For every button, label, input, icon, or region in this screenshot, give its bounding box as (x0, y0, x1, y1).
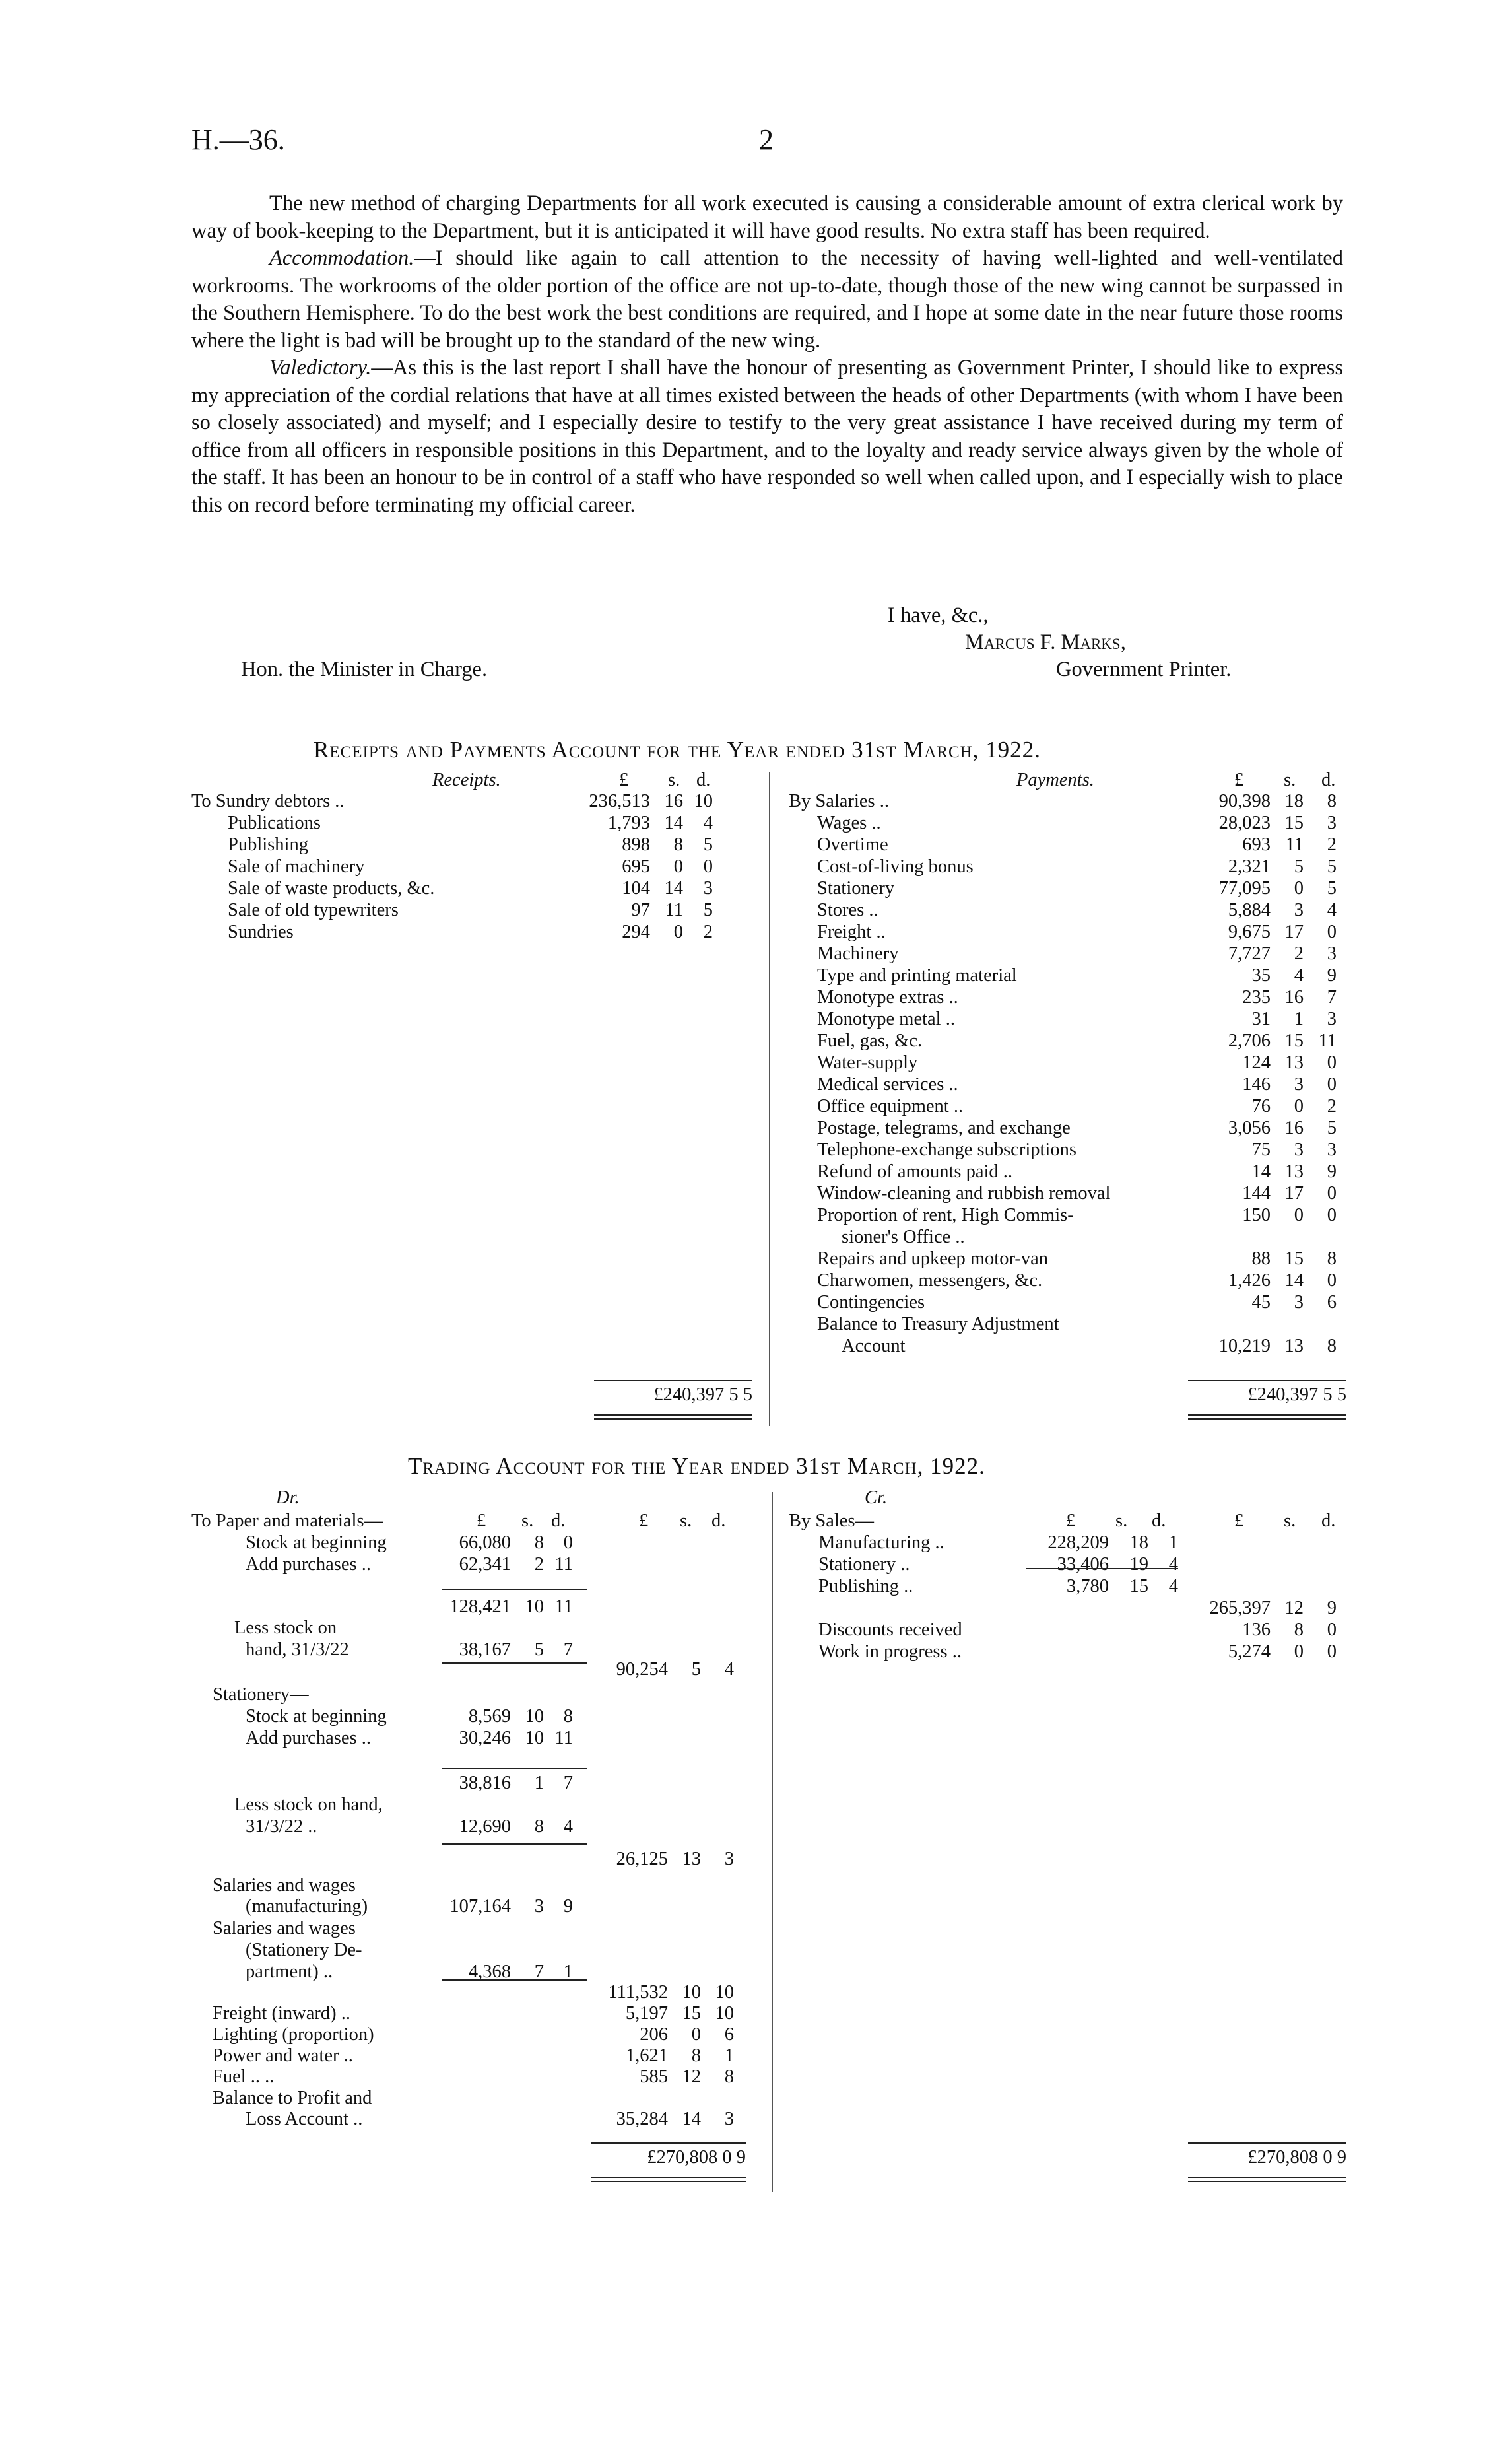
trading-debit-label: Less stock on (234, 1618, 337, 1638)
cr-col2-pence-header: d. (1321, 1511, 1336, 1531)
trading-credit-total: £270,808 0 9 (1247, 2147, 1346, 2168)
receipt-pounds: 898 (622, 835, 650, 855)
stationery-net-rule (442, 1843, 587, 1845)
trading-debit-outer-pence: 3 (724, 1849, 734, 1869)
document-reference: H.—36. (191, 123, 285, 156)
payment-label: Window-cleaning and rubbish removal (817, 1183, 1111, 1204)
payment-pounds: 235 (1242, 987, 1271, 1008)
payment-pence: 9 (1327, 1161, 1337, 1182)
paragraph-charging: The new method of charging Departments for all work executed is causing a considerable amount of extra clerical work by way of book-keeping to the Department, but it is anticipated it will have good results. No extra staff has been required. (191, 191, 1343, 243)
cr-col2-pound-header: £ (1234, 1511, 1244, 1531)
report-body (191, 190, 1343, 519)
trading-credit-inner-pounds: 33,406 (1057, 1554, 1109, 1575)
payment-label: Proportion of rent, High Commis- (817, 1205, 1074, 1225)
paper-subtotal-rule (442, 1589, 587, 1590)
payment-pence: 5 (1327, 878, 1337, 899)
receipts-payments-title: Receipts and Payments Account for the Year ended 31st March, 1922. (314, 737, 1041, 763)
receipt-pence: 10 (694, 791, 713, 811)
trading-debit-inner-pence: 1 (563, 1962, 573, 1982)
trading-credit-outer-pence: 0 (1327, 1641, 1337, 1662)
payment-pounds: 28,023 (1218, 813, 1271, 833)
payments-total-double-rule (1188, 1414, 1346, 1420)
trading-debit-outer-pounds: 585 (640, 2067, 668, 2087)
payment-shillings: 3 (1294, 1292, 1304, 1313)
payment-pounds: 77,095 (1218, 878, 1271, 899)
payment-pence: 2 (1327, 1096, 1337, 1116)
receipt-shillings: 8 (673, 835, 683, 855)
payment-pence: 5 (1327, 856, 1337, 877)
trading-debit-outer-pounds: 1,621 (625, 2045, 668, 2066)
payment-pounds: 693 (1242, 835, 1271, 855)
trading-debit-inner-pounds: 30,246 (459, 1728, 511, 1748)
trading-debit-inner-pounds: 38,167 (459, 1639, 511, 1660)
payments-pence-header: d. (1321, 770, 1336, 790)
receipts-pound-header: £ (619, 770, 629, 790)
payment-pounds: 90,398 (1218, 791, 1271, 811)
trading-debit-label: Fuel .. .. (213, 2067, 275, 2087)
receipt-label: To Sundry debtors .. (191, 791, 345, 811)
payment-pence: 0 (1327, 1270, 1337, 1291)
trading-credit-total-double-rule (1188, 2177, 1346, 2182)
trading-debit-outer-shillings: 14 (682, 2109, 701, 2129)
trading-debit-label: Balance to Profit and (213, 2088, 372, 2108)
trading-debit-inner-shillings: 5 (534, 1639, 544, 1660)
trading-debit-inner-pounds: 38,816 (459, 1773, 511, 1793)
trading-debit-outer-shillings: 8 (691, 2045, 701, 2066)
receipt-shillings: 14 (664, 878, 683, 899)
signoff-closing: I have, &c., (888, 603, 989, 627)
payment-pence: 0 (1327, 1183, 1337, 1204)
trading-credit-inner-shillings: 19 (1129, 1554, 1148, 1575)
payment-shillings: 16 (1284, 987, 1304, 1008)
signoff-addressee: Hon. the Minister in Charge. (241, 658, 488, 681)
trading-debit-label: Stock at beginning (246, 1532, 387, 1553)
payment-label: Contingencies (817, 1292, 925, 1313)
trading-credit-total-rule (1188, 2142, 1346, 2144)
receipt-pence: 3 (703, 878, 713, 899)
payment-pounds: 10,219 (1218, 1336, 1271, 1356)
trading-debit-outer-shillings: 15 (682, 2003, 701, 2024)
trading-debit-outer-shillings: 5 (691, 1659, 701, 1680)
payment-pence: 3 (1327, 1140, 1337, 1160)
receipts-shilling-header: s. (668, 770, 680, 790)
trading-debit-inner-shillings: 10 (525, 1728, 544, 1748)
trading-credit-outer-shillings: 0 (1294, 1641, 1304, 1662)
trading-credit-inner-shillings: 15 (1129, 1576, 1148, 1596)
payments-pound-header: £ (1234, 770, 1244, 790)
trading-credit-inner-pence: 4 (1168, 1554, 1178, 1575)
trading-debit-outer-pence: 10 (715, 2003, 734, 2024)
receipts-total-double-rule (594, 1414, 752, 1420)
page-number: 2 (759, 123, 774, 156)
receipt-label: Publications (228, 813, 321, 833)
credit-label: Cr. (865, 1488, 888, 1508)
payment-pence: 11 (1318, 1031, 1337, 1051)
payment-pence: 3 (1327, 1009, 1337, 1029)
payment-label: Charwomen, messengers, &c. (817, 1270, 1043, 1291)
payment-pence: 8 (1327, 1336, 1337, 1356)
receipts-total-rule (594, 1380, 752, 1381)
payment-shillings: 5 (1294, 856, 1304, 877)
receipts-payments-column-divider (769, 772, 770, 1426)
trading-debit-label: Freight (inward) .. (213, 2003, 350, 2024)
payment-pence: 7 (1327, 987, 1337, 1008)
receipt-shillings: 16 (664, 791, 683, 811)
payments-shilling-header: s. (1284, 770, 1296, 790)
payment-shillings: 0 (1294, 878, 1304, 899)
trading-debit-outer-pence: 6 (724, 2024, 734, 2045)
payment-pounds: 76 (1251, 1096, 1271, 1116)
receipt-shillings: 0 (673, 856, 683, 877)
payment-shillings: 3 (1294, 900, 1304, 920)
payment-label: Account (842, 1336, 906, 1356)
payment-shillings: 15 (1284, 1249, 1304, 1269)
trading-debit-inner-shillings: 10 (525, 1706, 544, 1727)
payment-label: Monotype metal .. (817, 1009, 955, 1029)
payment-shillings: 15 (1284, 813, 1304, 833)
cr-col1-pence-header: d. (1152, 1511, 1166, 1531)
trading-debit-label: Salaries and wages (213, 1918, 356, 1938)
trading-debit-label: Stock at beginning (246, 1706, 387, 1727)
payment-pence: 2 (1327, 835, 1337, 855)
payment-shillings: 3 (1294, 1140, 1304, 1160)
payment-label: Cost-of-living bonus (817, 856, 974, 877)
payment-shillings: 13 (1284, 1052, 1304, 1073)
payment-pence: 8 (1327, 1249, 1337, 1269)
payment-label: Stores .. (817, 900, 878, 920)
payment-pence: 0 (1327, 1052, 1337, 1073)
stationery-subtotal-rule (442, 1768, 587, 1769)
trading-debit-inner-shillings: 8 (534, 1532, 544, 1553)
payment-label: Type and printing material (817, 965, 1017, 986)
trading-debit-inner-shillings: 2 (534, 1554, 544, 1575)
payment-pence: 3 (1327, 813, 1337, 833)
trading-debit-inner-pounds: 12,690 (459, 1816, 511, 1837)
trading-credit-label: Discounts received (818, 1620, 962, 1640)
dr-col2-pence-header: d. (711, 1511, 726, 1531)
payment-pence: 0 (1327, 922, 1337, 942)
payments-heading: Payments. (1016, 770, 1094, 790)
signoff-name: Marcus F. Marks, (965, 631, 1126, 654)
trading-debit-inner-pence: 7 (563, 1773, 573, 1793)
payment-label: Stationery (817, 878, 895, 899)
trading-debit-label: Add purchases .. (246, 1554, 371, 1575)
trading-debit-outer-pounds: 26,125 (616, 1849, 668, 1869)
trading-debit-inner-pence: 7 (563, 1639, 573, 1660)
receipt-pence: 0 (703, 856, 713, 877)
trading-credit-outer-shillings: 8 (1294, 1620, 1304, 1640)
payment-label: Fuel, gas, &c. (817, 1031, 923, 1051)
payment-label: By Salaries .. (789, 791, 889, 811)
receipt-pounds: 294 (622, 922, 650, 942)
receipt-label: Sale of machinery (228, 856, 365, 877)
trading-debit-total-double-rule (591, 2177, 746, 2182)
receipt-label: Sale of old typewriters (228, 900, 399, 920)
receipts-total: £240,397 5 5 (653, 1385, 752, 1405)
payment-shillings: 13 (1284, 1336, 1304, 1356)
trading-debit-inner-pence: 4 (563, 1816, 573, 1837)
trading-debit-label: Add purchases .. (246, 1728, 371, 1748)
payment-pence: 4 (1327, 900, 1337, 920)
trading-debit-inner-pence: 0 (563, 1532, 573, 1553)
payment-label: Machinery (817, 943, 899, 964)
receipt-pence: 4 (703, 813, 713, 833)
payment-pounds: 124 (1242, 1052, 1271, 1073)
payment-pence: 9 (1327, 965, 1337, 986)
trading-debit-label: (Stationery De- (246, 1940, 362, 1960)
trading-debit-inner-shillings: 10 (525, 1596, 544, 1617)
payment-shillings: 3 (1294, 1074, 1304, 1095)
payment-label: Medical services .. (817, 1074, 958, 1095)
trading-debit-label: Power and water .. (213, 2045, 353, 2066)
payment-pounds: 88 (1251, 1249, 1271, 1269)
trading-credit-outer-pounds: 136 (1242, 1620, 1271, 1640)
payment-pounds: 3,056 (1228, 1118, 1271, 1138)
payment-pence: 8 (1327, 791, 1337, 811)
receipts-heading: Receipts. (432, 770, 501, 790)
payment-pounds: 150 (1242, 1205, 1271, 1225)
trading-debit-inner-shillings: 3 (534, 1896, 544, 1917)
trading-credit-label: Work in progress .. (818, 1641, 962, 1662)
trading-credit-outer-pence: 9 (1327, 1598, 1337, 1618)
payment-shillings: 17 (1284, 922, 1304, 942)
debit-label: Dr. (276, 1488, 300, 1508)
trading-debit-inner-pence: 11 (554, 1728, 573, 1748)
payment-label: Freight .. (817, 922, 886, 942)
trading-debit-outer-shillings: 13 (682, 1849, 701, 1869)
payment-label: Office equipment .. (817, 1096, 964, 1116)
payment-pence: 3 (1327, 943, 1337, 964)
paragraph-accommodation: Accommodation.—I should like again to call attention to the necessity of having well-lighted and well-ventilated workrooms. The workrooms of the older portion of the office are not up-to-date, though those of the new wing cannot be surpassed in the Southern Hemisphere. To do the best work the best conditions are required, and I hope at some date in the near future those rooms where the light is bad will be brought up to the standard of the new wing. (191, 246, 1343, 353)
cr-col1-shilling-header: s. (1115, 1511, 1128, 1531)
payment-pounds: 35 (1251, 965, 1271, 986)
trading-debit-outer-pounds: 111,532 (608, 1982, 668, 2002)
payment-pounds: 1,426 (1228, 1270, 1271, 1291)
payments-total-rule (1188, 1380, 1346, 1381)
trading-debit-outer-shillings: 0 (691, 2024, 701, 2045)
salaries-net-rule (442, 1979, 587, 1981)
dr-col2-shilling-header: s. (680, 1511, 692, 1531)
receipt-shillings: 0 (673, 922, 683, 942)
trading-debit-inner-pence: 11 (554, 1596, 573, 1617)
payment-pounds: 146 (1242, 1074, 1271, 1095)
cr-col2-shilling-header: s. (1284, 1511, 1296, 1531)
trading-debit-total: £270,808 0 9 (647, 2147, 746, 2168)
payment-pounds: 45 (1251, 1292, 1271, 1313)
trading-debit-inner-pounds: 4,368 (468, 1962, 511, 1982)
payment-label: Refund of amounts paid .. (817, 1161, 1013, 1182)
payment-shillings: 11 (1285, 835, 1304, 855)
payment-pence: 6 (1327, 1292, 1337, 1313)
trading-debit-inner-pounds: 62,341 (459, 1554, 511, 1575)
accommodation-heading: Accommodation. (269, 246, 414, 270)
trading-debit-inner-shillings: 1 (534, 1773, 544, 1793)
trading-credit-label: Publishing .. (818, 1576, 913, 1596)
trading-debit-inner-pounds: 107,164 (449, 1896, 511, 1917)
trading-credit-inner-pence: 1 (1168, 1532, 1178, 1553)
receipt-pence: 2 (703, 922, 713, 942)
trading-credit-inner-pounds: 228,209 (1047, 1532, 1109, 1553)
receipt-pounds: 1,793 (607, 813, 650, 833)
trading-credit-outer-shillings: 12 (1284, 1598, 1304, 1618)
trading-debit-outer-pounds: 90,254 (616, 1659, 668, 1680)
payment-label: Overtime (817, 835, 888, 855)
dr-col1-pound-header: £ (477, 1511, 486, 1531)
sales-subtotal-rule (1026, 1568, 1178, 1569)
trading-debit-inner-pence: 11 (554, 1554, 573, 1575)
dr-col1-pence-header: d. (551, 1511, 566, 1531)
payment-shillings: 16 (1284, 1118, 1304, 1138)
payment-shillings: 15 (1284, 1031, 1304, 1051)
trading-debit-label: To Paper and materials— (191, 1511, 383, 1531)
payment-shillings: 13 (1284, 1161, 1304, 1182)
trading-debit-outer-pence: 1 (724, 2045, 734, 2066)
receipt-label: Publishing (228, 835, 308, 855)
trading-credit-label: By Sales— (789, 1511, 875, 1531)
payment-label: Postage, telegrams, and exchange (817, 1118, 1071, 1138)
payment-pounds: 14 (1251, 1161, 1271, 1182)
payment-shillings: 0 (1294, 1205, 1304, 1225)
trading-debit-outer-pounds: 5,197 (625, 2003, 668, 2024)
trading-debit-outer-shillings: 10 (682, 1982, 701, 2002)
trading-credit-inner-pounds: 3,780 (1066, 1576, 1109, 1596)
payment-label: Repairs and upkeep motor-van (817, 1249, 1049, 1269)
signoff-title: Government Printer. (1056, 658, 1232, 681)
payment-label: sioner's Office .. (842, 1227, 965, 1247)
payment-shillings: 4 (1294, 965, 1304, 986)
payment-pence: 5 (1327, 1118, 1337, 1138)
trading-debit-outer-pence: 4 (724, 1659, 734, 1680)
trading-debit-inner-shillings: 8 (534, 1816, 544, 1837)
trading-debit-inner-pounds: 8,569 (468, 1706, 511, 1727)
payment-shillings: 17 (1284, 1183, 1304, 1204)
receipt-pence: 5 (703, 835, 713, 855)
payment-label: Water-supply (817, 1052, 918, 1073)
receipt-shillings: 11 (665, 900, 683, 920)
trading-debit-outer-pounds: 206 (640, 2024, 668, 2045)
payment-label: Monotype extras .. (817, 987, 958, 1008)
trading-debit-inner-pence: 9 (563, 1896, 573, 1917)
trading-debit-outer-pence: 3 (724, 2109, 734, 2129)
payment-shillings: 0 (1294, 1096, 1304, 1116)
trading-debit-outer-shillings: 12 (682, 2067, 701, 2087)
payment-pounds: 7,727 (1228, 943, 1271, 964)
payment-label: Wages .. (817, 813, 881, 833)
trading-account-title: Trading Account for the Year ended 31st March, 1922. (408, 1453, 985, 1479)
trading-debit-label: Less stock on hand, (234, 1795, 383, 1815)
payment-shillings: 14 (1284, 1270, 1304, 1291)
payment-pounds: 9,675 (1228, 922, 1271, 942)
trading-debit-label: Salaries and wages (213, 1875, 356, 1896)
receipt-pounds: 104 (622, 878, 650, 899)
payment-shillings: 18 (1284, 791, 1304, 811)
payment-pounds: 31 (1251, 1009, 1271, 1029)
payment-pence: 0 (1327, 1074, 1337, 1095)
trading-credit-label: Manufacturing .. (818, 1532, 944, 1553)
payment-shillings: 1 (1294, 1009, 1304, 1029)
payments-total: £240,397 5 5 (1247, 1385, 1346, 1405)
paper-net-rule (442, 1662, 587, 1664)
payment-shillings: 2 (1294, 943, 1304, 964)
trading-credit-outer-pence: 0 (1327, 1620, 1337, 1640)
dr-col1-shilling-header: s. (521, 1511, 534, 1531)
paragraph-valedictory: Valedictory.—As this is the last report I shall have the honour of presenting as Government Printer, I should like to express my appreciation of the cordial relations that have at all times existed between the heads of other Departments (with whom I have been so closely associated) and myself; and I especially desire to testify to the very great assistance I have received during my term of office from all officers in responsible positions in this Department, and to the loyalty and ready service always given by the whole of the staff. It has been an honour to be in control of a staff who have responded so well when called upon, and I especially wish to place this on record before terminating my official career. (191, 356, 1343, 517)
receipt-shillings: 14 (664, 813, 683, 833)
trading-debit-label: partment) .. (246, 1962, 333, 1982)
receipt-label: Sale of waste products, &c. (228, 878, 435, 899)
payment-pounds: 5,884 (1228, 900, 1271, 920)
trading-debit-label: Stationery— (213, 1684, 309, 1705)
payment-label: Telephone-exchange subscriptions (817, 1140, 1076, 1160)
trading-column-divider (772, 1492, 773, 2192)
payment-pounds: 2,706 (1228, 1031, 1271, 1051)
valedictory-heading: Valedictory. (269, 356, 372, 380)
trading-debit-inner-pence: 8 (563, 1706, 573, 1727)
receipt-label: Sundries (228, 922, 294, 942)
trading-debit-label: Loss Account .. (246, 2109, 363, 2129)
trading-credit-outer-pounds: 265,397 (1209, 1598, 1271, 1618)
trading-credit-label: Stationery .. (818, 1554, 910, 1575)
trading-debit-label: 31/3/22 .. (246, 1816, 317, 1837)
trading-debit-outer-pence: 8 (724, 2067, 734, 2087)
trading-debit-label: (manufacturing) (246, 1896, 368, 1917)
receipt-pounds: 695 (622, 856, 650, 877)
payment-pounds: 144 (1242, 1183, 1271, 1204)
trading-debit-inner-pounds: 128,421 (449, 1596, 511, 1617)
trading-debit-total-rule (591, 2142, 746, 2144)
receipt-pounds: 236,513 (589, 791, 650, 811)
receipt-pence: 5 (703, 900, 713, 920)
trading-debit-outer-pence: 10 (715, 1982, 734, 2002)
trading-debit-inner-pounds: 66,080 (459, 1532, 511, 1553)
trading-credit-outer-pounds: 5,274 (1228, 1641, 1271, 1662)
payment-label: Balance to Treasury Adjustment (817, 1314, 1059, 1334)
payment-pounds: 2,321 (1228, 856, 1271, 877)
trading-debit-label: hand, 31/3/22 (246, 1639, 349, 1660)
dr-col2-pound-header: £ (639, 1511, 649, 1531)
trading-debit-outer-pounds: 35,284 (616, 2109, 668, 2129)
payment-pence: 0 (1327, 1205, 1337, 1225)
cr-col1-pound-header: £ (1066, 1511, 1076, 1531)
receipt-pounds: 97 (631, 900, 650, 920)
trading-debit-label: Lighting (proportion) (213, 2024, 374, 2045)
receipts-pence-header: d. (696, 770, 711, 790)
trading-debit-inner-shillings: 7 (534, 1962, 544, 1982)
trading-credit-inner-shillings: 18 (1129, 1532, 1148, 1553)
payment-pounds: 75 (1251, 1140, 1271, 1160)
trading-credit-inner-pence: 4 (1168, 1576, 1178, 1596)
